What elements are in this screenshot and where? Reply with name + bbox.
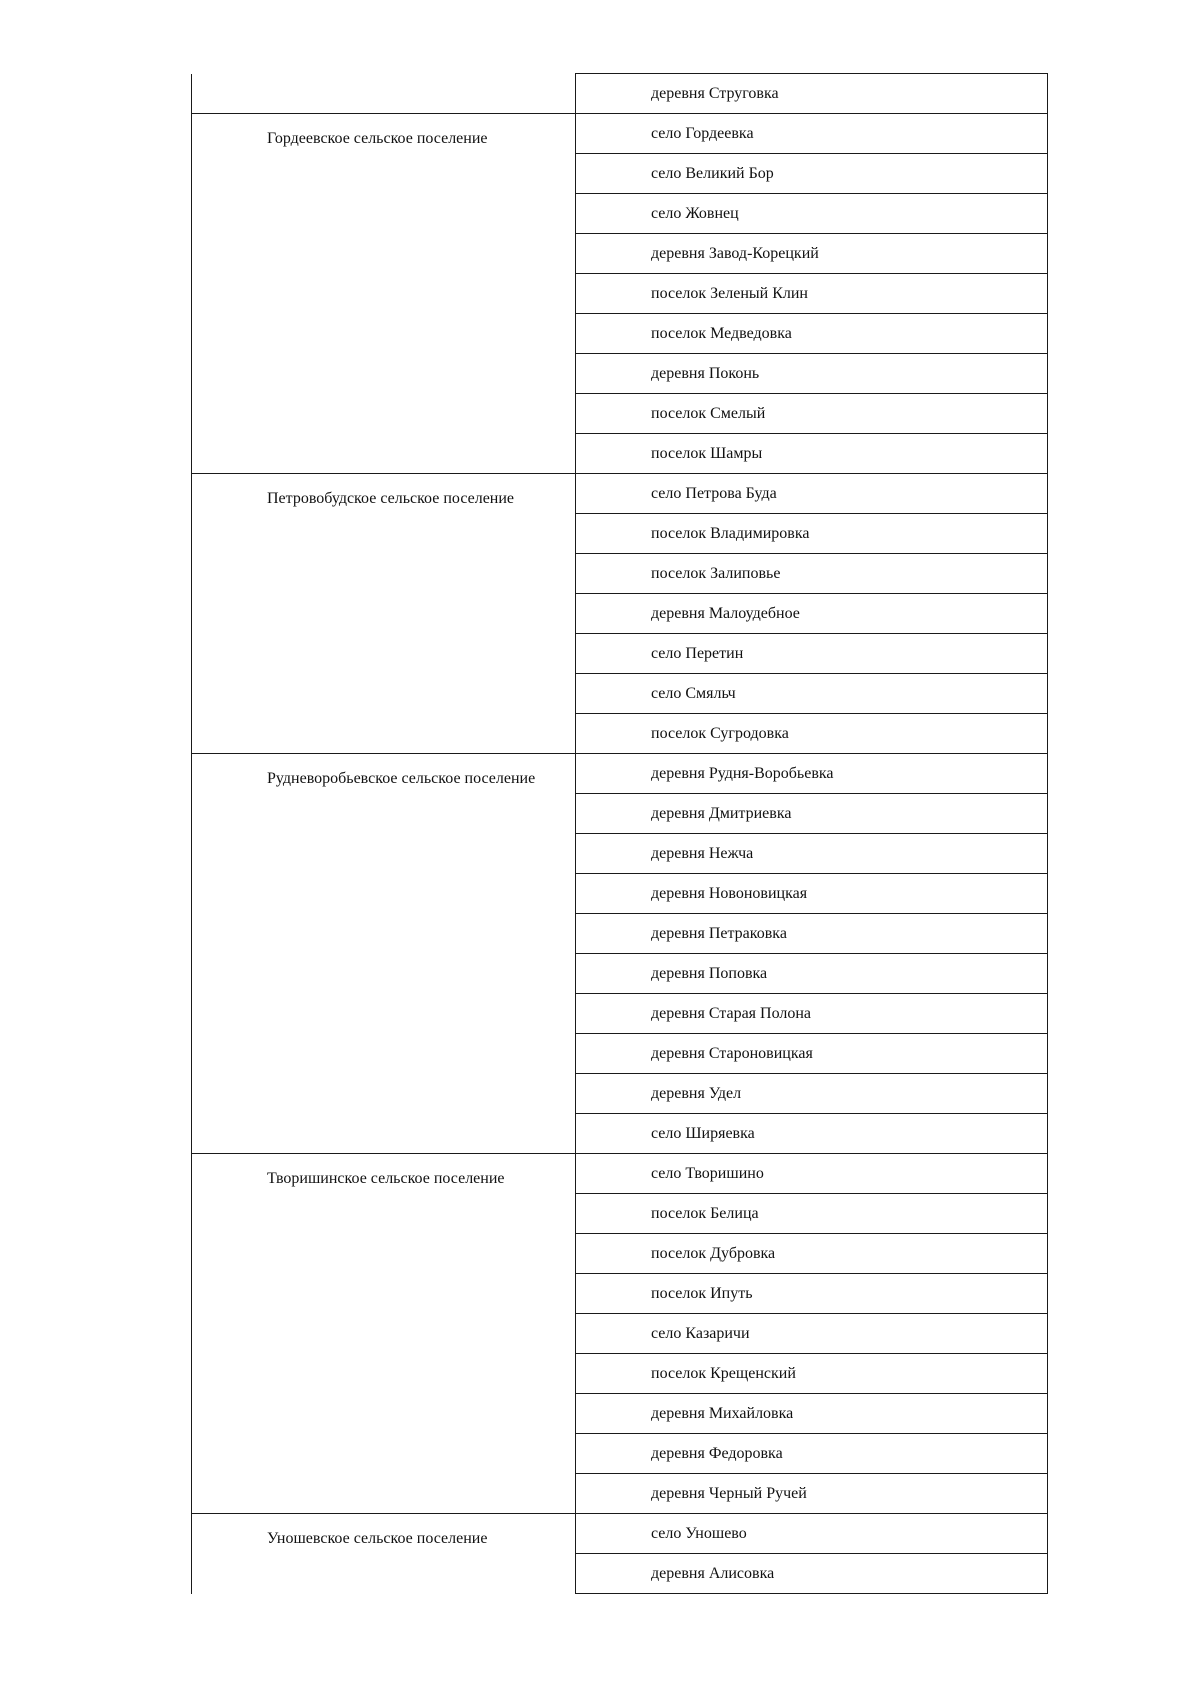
village-name: деревня Малоудебное: [576, 594, 1048, 634]
settlement-name: Петровобудское сельское поселение: [192, 474, 576, 754]
settlement-cell: [192, 74, 576, 114]
village-name: поселок Смелый: [576, 394, 1048, 434]
table-row: [192, 1154, 1048, 1194]
village-name: деревня Федоровка: [576, 1434, 1048, 1474]
village-name: поселок Шамры: [576, 434, 1048, 474]
village-name: село Уношево: [576, 1514, 1048, 1554]
village-cell: деревня Струговка: [576, 74, 1048, 114]
village-name: деревня Удел: [576, 1074, 1048, 1114]
village-name: поселок Сугродовка: [576, 714, 1048, 754]
village-name: деревня Дмитриевка: [576, 794, 1048, 834]
table-row: [192, 754, 1048, 794]
village-name: деревня Алисовка: [576, 1554, 1048, 1594]
village-name: село Великий Бор: [576, 154, 1048, 194]
village-name: село Ширяевка: [576, 1114, 1048, 1154]
village-name: поселок Дубровка: [576, 1234, 1048, 1274]
settlement-name: Творишинское сельское поселение: [192, 1154, 576, 1514]
village-name: деревня Нежча: [576, 834, 1048, 874]
village-name: село Перетин: [576, 634, 1048, 674]
village-name: село Творишино: [576, 1154, 1048, 1194]
village-name: деревня Поповка: [576, 954, 1048, 994]
village-name: поселок Медведовка: [576, 314, 1048, 354]
table-row: [192, 74, 1048, 114]
village-name: поселок Зеленый Клин: [576, 274, 1048, 314]
village-name: село Смяльч: [576, 674, 1048, 714]
village-name: поселок Ипуть: [576, 1274, 1048, 1314]
village-name: поселок Залиповье: [576, 554, 1048, 594]
village-name: деревня Черный Ручей: [576, 1474, 1048, 1514]
village-name: деревня Петраковка: [576, 914, 1048, 954]
village-name: деревня Завод-Корецкий: [576, 234, 1048, 274]
settlement-name: Гордеевское сельское поселение: [192, 114, 576, 474]
village-name: деревня Рудня-Воробьевка: [576, 754, 1048, 794]
village-name: поселок Белица: [576, 1194, 1048, 1234]
settlement-name: Уношевское сельское поселение: [192, 1514, 576, 1594]
settlements-table-body: [192, 74, 1048, 1594]
table-row: [192, 114, 1048, 154]
table-row: [192, 474, 1048, 514]
village-name: деревня Поконь: [576, 354, 1048, 394]
settlements-table: [191, 73, 1048, 1594]
settlement-name: Рудневоробьевское сельское поселение: [192, 754, 576, 1154]
village-name: поселок Крещенский: [576, 1354, 1048, 1394]
village-name: село Гордеевка: [576, 114, 1048, 154]
village-name: деревня Михайловка: [576, 1394, 1048, 1434]
village-name: деревня Новоновицкая: [576, 874, 1048, 914]
village-name: поселок Владимировка: [576, 514, 1048, 554]
village-name: село Жовнец: [576, 194, 1048, 234]
village-name: деревня Старая Полона: [576, 994, 1048, 1034]
village-name: село Петрова Буда: [576, 474, 1048, 514]
village-name: деревня Староновицкая: [576, 1034, 1048, 1074]
village-name: село Казаричи: [576, 1314, 1048, 1354]
table-row: [192, 1514, 1048, 1554]
